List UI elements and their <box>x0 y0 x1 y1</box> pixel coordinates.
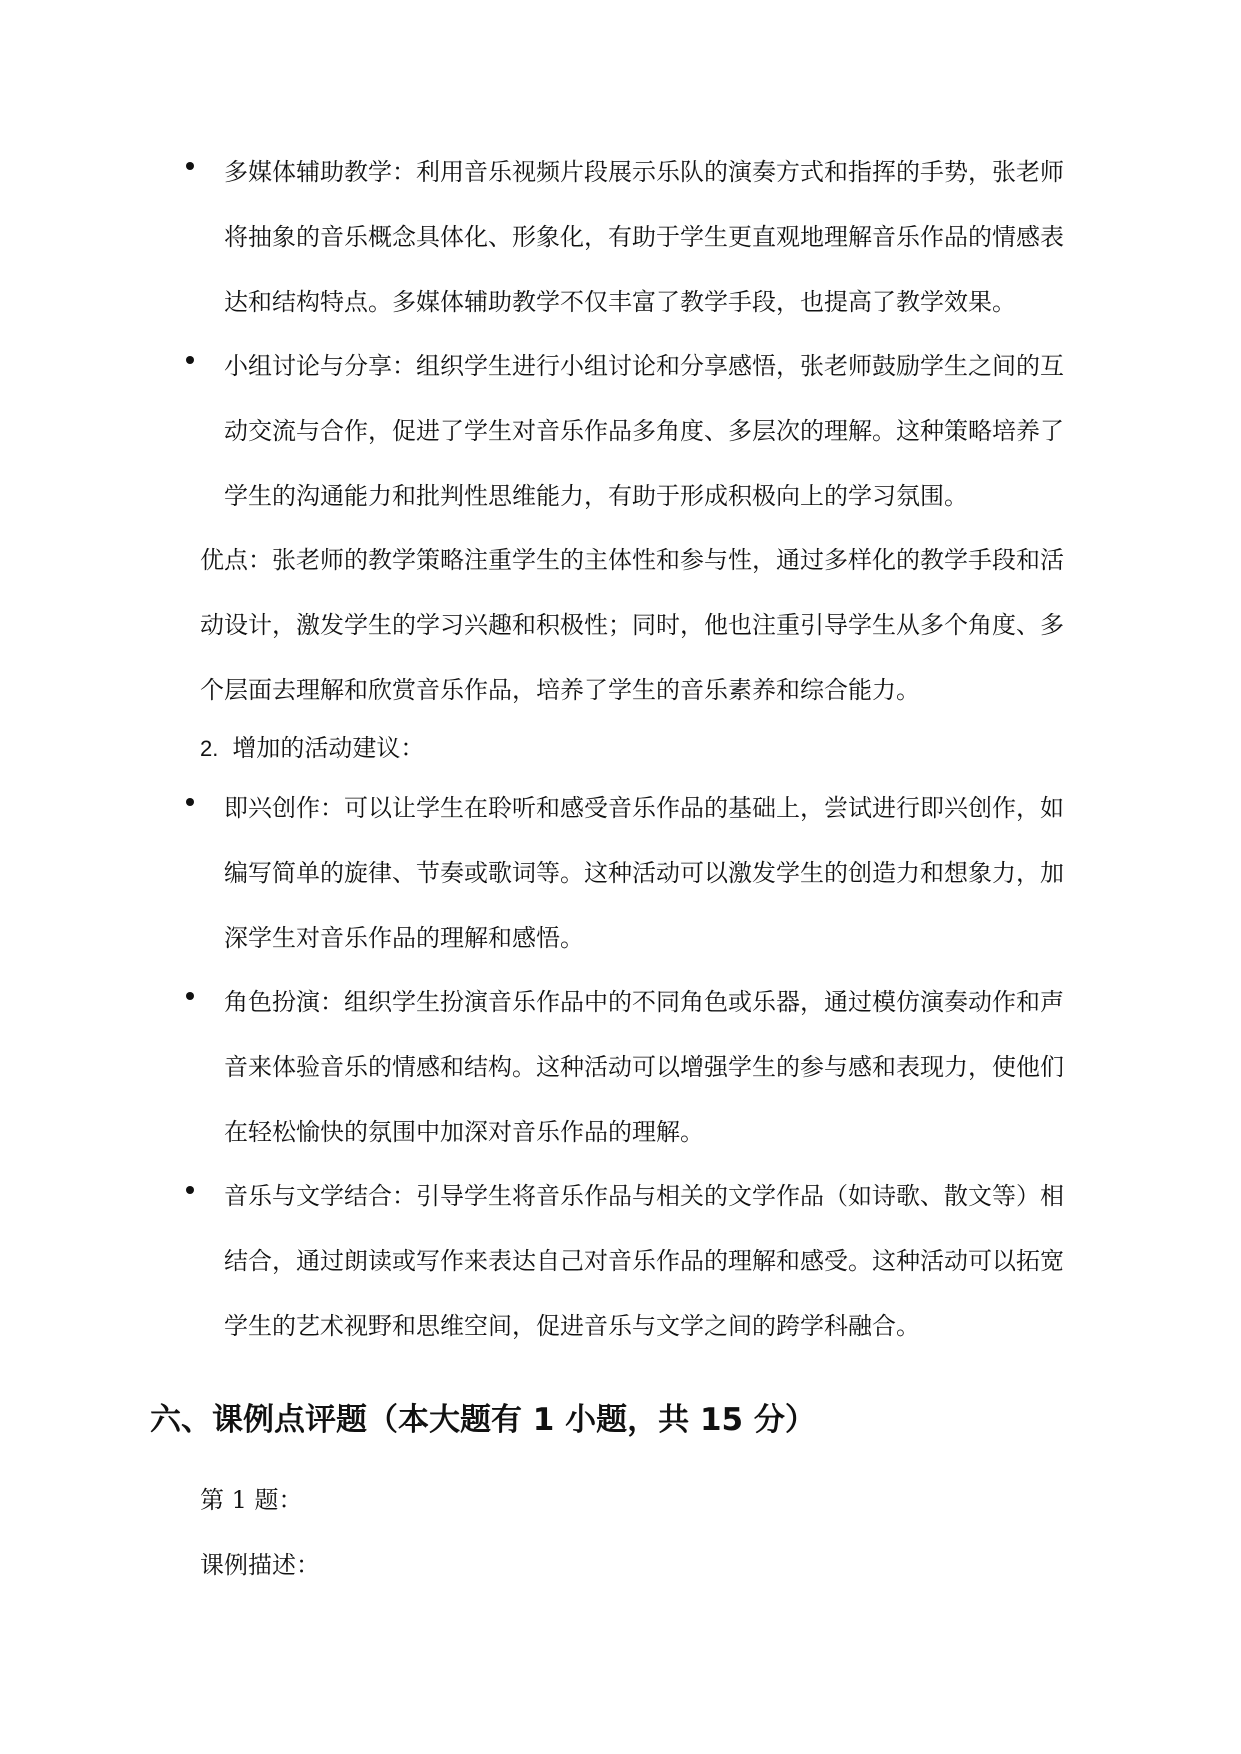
text-line: 多媒体辅助教学：利用音乐视频片段展示乐队的演奏方式和指挥的手势，张老师 <box>224 158 1064 186</box>
bullet-dot-icon <box>186 356 194 364</box>
bullet-text <box>224 334 1084 529</box>
text-line: 即兴创作：可以让学生在聆听和感受音乐作品的基础上，尝试进行即兴创作，如 <box>224 794 1064 822</box>
text-line: 达和结构特点。多媒体辅助教学不仅丰富了教学手段，也提高了教学效果。 <box>224 288 1016 316</box>
bullet-dot-icon <box>186 1186 194 1194</box>
bullet-text <box>224 140 1084 335</box>
item-text: 增加的活动建议： <box>232 734 425 762</box>
text-line: 编写简单的旋律、节奏或歌词等。这种活动可以激发学生的创造力和想象力，加 <box>224 859 1064 887</box>
text-line: 角色扮演：组织学生扮演音乐作品中的不同角色或乐器，通过模仿演奏动作和声 <box>224 988 1064 1016</box>
bullet-text <box>224 1164 1084 1359</box>
text-line: 在轻松愉快的氛围中加深对音乐作品的理解。 <box>224 1118 704 1146</box>
item-number: 2. <box>200 736 219 761</box>
text-line: 个层面去理解和欣赏音乐作品，培养了学生的音乐素养和综合能力。 <box>200 676 920 704</box>
text-line: 学生的艺术视野和思维空间，促进音乐与文学之间的跨学科融合。 <box>224 1312 920 1340</box>
advantages-paragraph <box>200 528 1080 723</box>
numbered-item <box>200 728 1080 769</box>
text-line: 音来体验音乐的情感和结构。这种活动可以增强学生的参与感和表现力，使他们 <box>224 1053 1064 1081</box>
question-label: 第 1 题： <box>200 1486 303 1514</box>
text-line: 音乐与文学结合：引导学生将音乐作品与相关的文学作品（如诗歌、散文等）相 <box>224 1182 1064 1210</box>
text-line: 将抽象的音乐概念具体化、形象化，有助于学生更直观地理解音乐作品的情感表 <box>224 223 1064 251</box>
text-line: 动交流与合作，促进了学生对音乐作品多角度、多层次的理解。这种策略培养了 <box>224 417 1064 445</box>
text-line: 结合，通过朗读或写作来表达自己对音乐作品的理解和感受。这种活动可以拓宽 <box>224 1247 1064 1275</box>
case-description-label: 课例描述： <box>200 1551 320 1579</box>
bullet-text <box>224 970 1084 1165</box>
text-line: 优点：张老师的教学策略注重学生的主体性和参与性，通过多样化的教学手段和活 <box>200 546 1064 574</box>
text-line: 学生的沟通能力和批判性思维能力，有助于形成积极向上的学习氛围。 <box>224 482 968 510</box>
section-heading: 六、课例点评题（本大题有 1 小题，共 15 分） <box>150 1402 816 1438</box>
text-line: 深学生对音乐作品的理解和感悟。 <box>224 924 584 952</box>
text-line: 动设计，激发学生的学习兴趣和积极性；同时，他也注重引导学生从多个角度、多 <box>200 611 1064 639</box>
bullet-text <box>224 776 1084 971</box>
bullet-dot-icon <box>186 992 194 1000</box>
bullet-dot-icon <box>186 798 194 806</box>
bullet-dot-icon <box>186 162 194 170</box>
text-line: 小组讨论与分享：组织学生进行小组讨论和分享感悟，张老师鼓励学生之间的互 <box>224 352 1064 380</box>
